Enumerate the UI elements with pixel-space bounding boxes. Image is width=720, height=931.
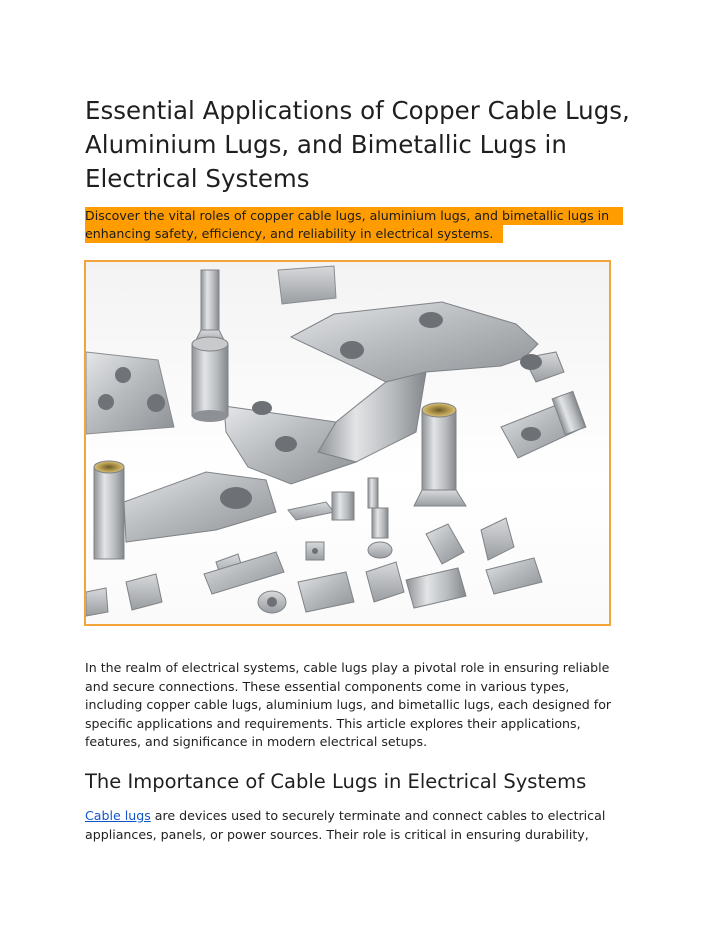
article-subtitle (85, 207, 645, 243)
intro-line-3: including copper cable lugs, aluminium lugs, and bimetallic lugs, each designed for (85, 697, 612, 713)
intro-line-4: specific applications and requirements. This article explores their applications, (85, 715, 581, 731)
intro-line-2: and secure connections. These essential components come in various types, (85, 678, 570, 694)
title-line-2: Aluminium Lugs, and Bimetallic Lugs in (85, 130, 567, 159)
intro-line-1: In the realm of electrical systems, cable lugs play a pivotal role in ensuring reliable (85, 660, 610, 675)
section-line-1 (85, 806, 645, 825)
title-line-1: Essential Applications of Copper Cable Lugs, (85, 96, 630, 125)
subtitle-line-1: Discover the vital roles of copper cable lugs, aluminium lugs, and bimetallic lugs in (85, 207, 623, 225)
section-paragraph (85, 806, 645, 844)
section-line-1-text: are devices used to securely terminate and connect cables to electrical (150, 808, 606, 823)
cable-lugs-illustration (86, 262, 609, 624)
title-line-3: Electrical Systems (85, 164, 310, 193)
section-heading: The Importance of Cable Lugs in Electrical Systems (85, 770, 587, 793)
article-title (85, 94, 645, 196)
cable-lugs-photo (84, 260, 611, 626)
subtitle-line-2: enhancing safety, efficiency, and reliability in electrical systems. (85, 225, 503, 243)
intro-paragraph (85, 659, 645, 752)
section-line-2: appliances, panels, or power sources. Their role is critical in ensuring durability, (85, 827, 589, 842)
cable-lugs-link[interactable]: Cable lugs (85, 808, 151, 823)
intro-line-5: features, and significance in modern electrical setups. (85, 734, 428, 750)
